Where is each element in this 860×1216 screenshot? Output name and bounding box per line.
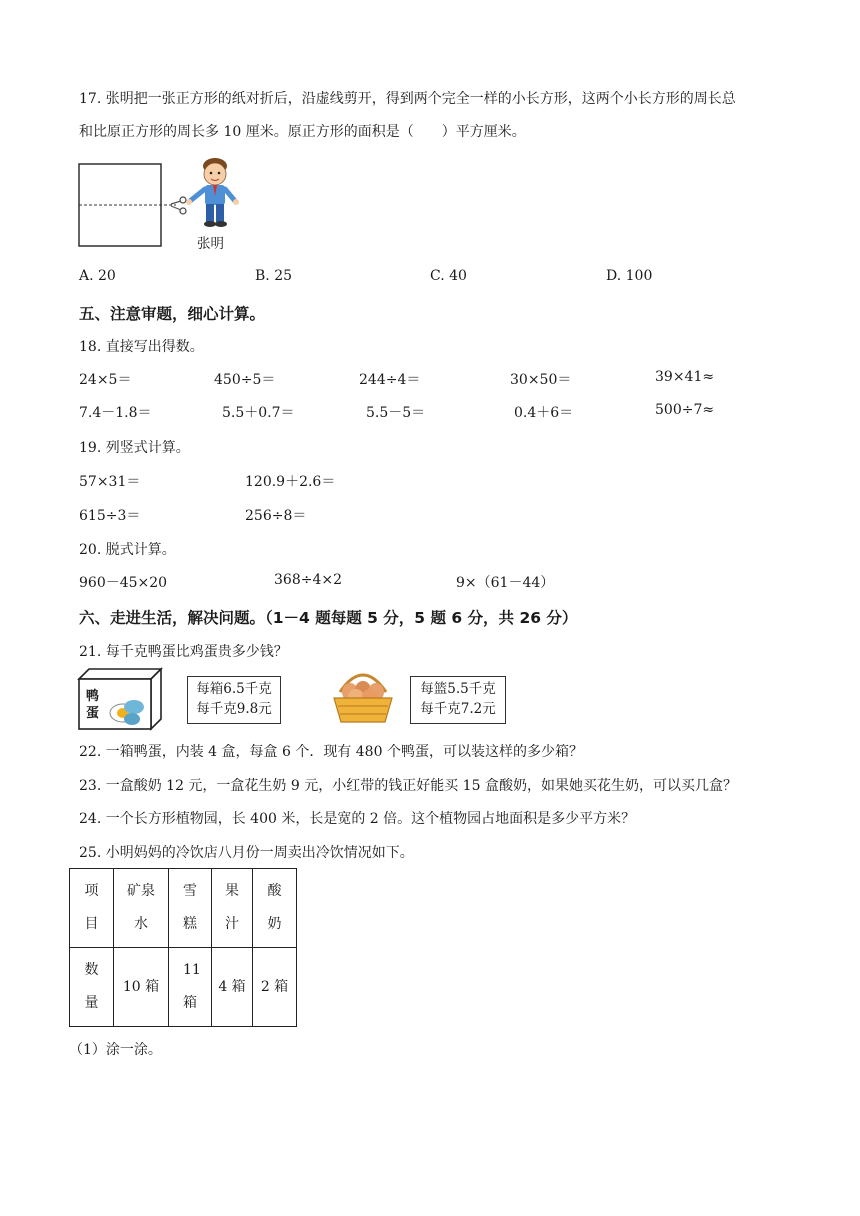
boy-illustration [186, 158, 239, 227]
duck-box-label-char: 蛋 [86, 706, 100, 721]
option-c[interactable]: C. 40 [430, 268, 467, 284]
table-header-row [70, 869, 297, 948]
option-b[interactable]: B. 25 [255, 268, 293, 284]
q19-item: 120.9＋2.6＝ [245, 474, 336, 490]
q18-title: 18. 直接写出得数。 [79, 339, 204, 355]
table-header-cell: 果汁 [225, 883, 239, 932]
section6-heading: 六、走进生活，解决问题。（1－4 题每题 5 分，5 题 6 分，共 26 分） [79, 609, 578, 627]
chicken-price-box [410, 676, 506, 724]
q18-item: 24×5＝ [79, 372, 132, 388]
q18-item: 5.5－5＝ [366, 405, 426, 421]
q20-item: 368÷4×2 [274, 572, 342, 588]
q20-item: 9×（61－44） [456, 575, 555, 591]
duck-price-box [187, 676, 281, 724]
table-row [70, 948, 297, 1027]
egg-basket-illustration [330, 664, 396, 726]
q19-item: 615÷3＝ [79, 508, 141, 524]
q18-item: 0.4＋6＝ [514, 405, 574, 421]
duck-price-line: 每千克9.8元 [196, 701, 272, 717]
q22-text: 22. 一箱鸭蛋，内装 4 盒，每盒 6 个．现有 480 个鸭蛋，可以装这样的多少箱？ [79, 744, 583, 760]
q18-item: 7.4－1.8＝ [79, 405, 152, 421]
q18-item: 450÷5＝ [214, 372, 276, 388]
table-header-cell: 项目 [84, 883, 99, 932]
q19-item: 57×31＝ [79, 474, 141, 490]
duck-box-label-char: 鸭 [86, 689, 100, 704]
q24-text: 24. 一个长方形植物园，长 400 米，长是宽的 2 倍。这个植物园占地面积是多少平方米？ [79, 811, 636, 827]
table-cell: 数量 [84, 962, 99, 1011]
q17-line2: 和比原正方形的周长多 10 厘米。原正方形的面积是（ ）平方厘米。 [79, 124, 526, 140]
q18-item: 30×50＝ [510, 372, 572, 388]
q17-line1: 17. 张明把一张正方形的纸对折后，沿虚线剪开，得到两个完全一样的小长方形，这两个小长方形的周长总 [79, 91, 736, 107]
q23-text: 23. 一盒酸奶 12 元，一盒花生奶 9 元，小红带的钱正好能买 15 盒酸奶，如果她买花生奶，可以买几盒？ [79, 778, 737, 794]
figure-label-zhangming: 张明 [197, 236, 224, 252]
sales-table [69, 868, 297, 1027]
chicken-price-line: 每千克7.2元 [420, 701, 496, 717]
q25-text: 25. 小明妈妈的冷饮店八月份一周卖出冷饮情况如下。 [79, 845, 414, 861]
q20-item: 960－45×20 [79, 575, 168, 591]
q20-title: 20. 脱式计算。 [79, 542, 176, 558]
table-header-cell: 矿泉水 [127, 883, 155, 932]
table-header-cell: 酸奶 [267, 883, 282, 932]
q25-part1: （1）涂一涂。 [69, 1042, 162, 1058]
table-cell: 2 箱 [260, 978, 289, 995]
table-header-cell: 雪糕 [183, 883, 197, 932]
section5-heading: 五、注意审题，细心计算。 [79, 305, 266, 323]
q18-item: 244÷4＝ [359, 372, 421, 388]
option-d[interactable]: D. 100 [606, 268, 653, 284]
q18-item: 5.5＋0.7＝ [222, 405, 295, 421]
duck-box-label [86, 688, 99, 722]
scissors-icon [171, 197, 186, 214]
q21-text: 21. 每千克鸭蛋比鸡蛋贵多少钱？ [79, 644, 288, 660]
option-a[interactable]: A. 20 [79, 268, 116, 284]
chicken-price-line: 每篮5.5千克 [420, 681, 496, 697]
duck-price-line: 每箱6.5千克 [196, 681, 272, 697]
q19-item: 256÷8＝ [245, 508, 307, 524]
table-cell: 11箱 [183, 962, 201, 1011]
q18-item: 39×41≈ [655, 369, 715, 385]
q19-title: 19. 列竖式计算。 [79, 440, 190, 456]
table-cell: 4 箱 [218, 978, 246, 995]
q18-item: 500÷7≈ [655, 402, 715, 418]
table-cell: 10 箱 [122, 978, 160, 995]
